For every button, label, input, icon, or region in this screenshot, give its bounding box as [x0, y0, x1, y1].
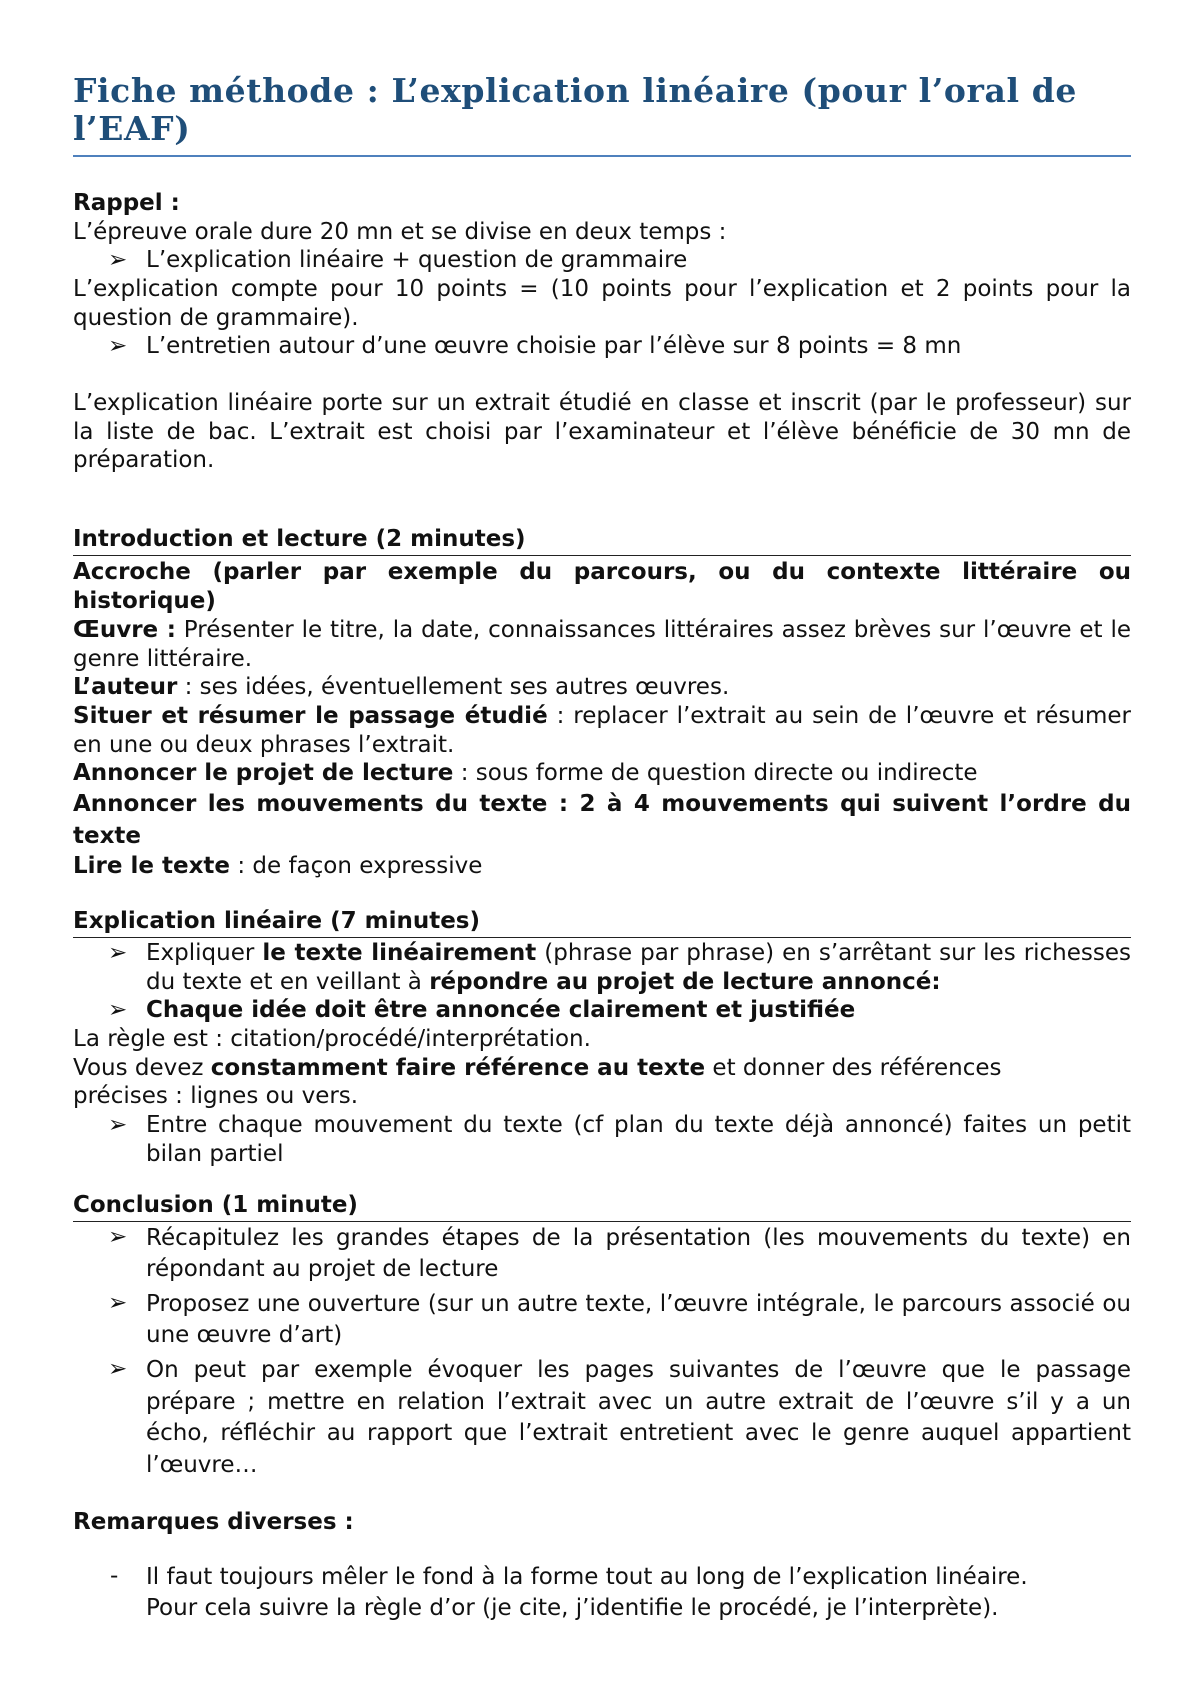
- arrow-bullet-icon: ➢: [108, 1112, 128, 1138]
- title-divider: [73, 155, 1131, 157]
- intro-accroche: Accroche (parler par exemple du parcours, ou du contexte littéraire ou historique): [73, 559, 1131, 614]
- explication-regle: La règle est : citation/procédé/interprétation.: [73, 1026, 591, 1052]
- intro-projet: Annoncer le projet de lecture : sous forme de question directe ou indirecte: [73, 760, 978, 786]
- arrow-bullet-icon: ➢: [108, 247, 128, 273]
- explication-heading: Explication linéaire (7 minutes): [73, 906, 1131, 938]
- arrow-bullet-icon: ➢: [108, 1224, 128, 1250]
- page-title: Fiche méthode : L’explication linéaire (pour l’oral de l’EAF): [73, 71, 1077, 148]
- explication-references: Vous devez constamment faire référence au texte et donner des références: [73, 1055, 1002, 1081]
- intro-situer: Situer et résumer le passage étudié : replacer l’extrait au sein de l’œuvre et résumer en une ou deux phrases l’extrait.: [73, 703, 1131, 758]
- intro-oeuvre: Œuvre : Présenter le titre, la date, connaissances littéraires assez brèves sur l’œuvre et le genre littéraire.: [73, 617, 1131, 672]
- intro-lire: Lire le texte : de façon expressive: [73, 853, 483, 879]
- arrow-bullet-icon: ➢: [108, 997, 128, 1023]
- remarques-heading: Remarques diverses :: [73, 1509, 354, 1535]
- rappel-line-2: L’explication compte pour 10 points = (10 points pour l’explication et 2 points pour la question de grammaire).: [73, 276, 1131, 331]
- conclusion-heading: Conclusion (1 minute): [73, 1190, 1131, 1222]
- rappel-heading: Rappel :: [73, 190, 180, 216]
- arrow-bullet-icon: ➢: [108, 1356, 128, 1382]
- intro-heading: Introduction et lecture (2 minutes): [73, 524, 1131, 556]
- intro-auteur: L’auteur : ses idées, éventuellement ses autres œuvres.: [73, 674, 730, 700]
- explication-references-2: précises : lignes ou vers.: [73, 1083, 359, 1109]
- rappel-line-1: L’épreuve orale dure 20 mn et se divise en deux temps :: [73, 219, 727, 245]
- arrow-bullet-icon: ➢: [108, 940, 128, 966]
- arrow-bullet-icon: ➢: [108, 333, 128, 359]
- dash-bullet: -: [110, 1563, 119, 1589]
- intro-mouvements: Annoncer les mouvements du texte : 2 à 4 mouvements qui suivent l’ordre du texte: [73, 791, 1131, 849]
- arrow-bullet-icon: ➢: [108, 1290, 128, 1316]
- rappel-paragraph: L’explication linéaire porte sur un extrait étudié en classe et inscrit (par le professeur) sur la liste de bac. L’extrait est choisi par l’examinateur et l’élève bénéficie de 30 mn de préparation.: [73, 390, 1131, 473]
